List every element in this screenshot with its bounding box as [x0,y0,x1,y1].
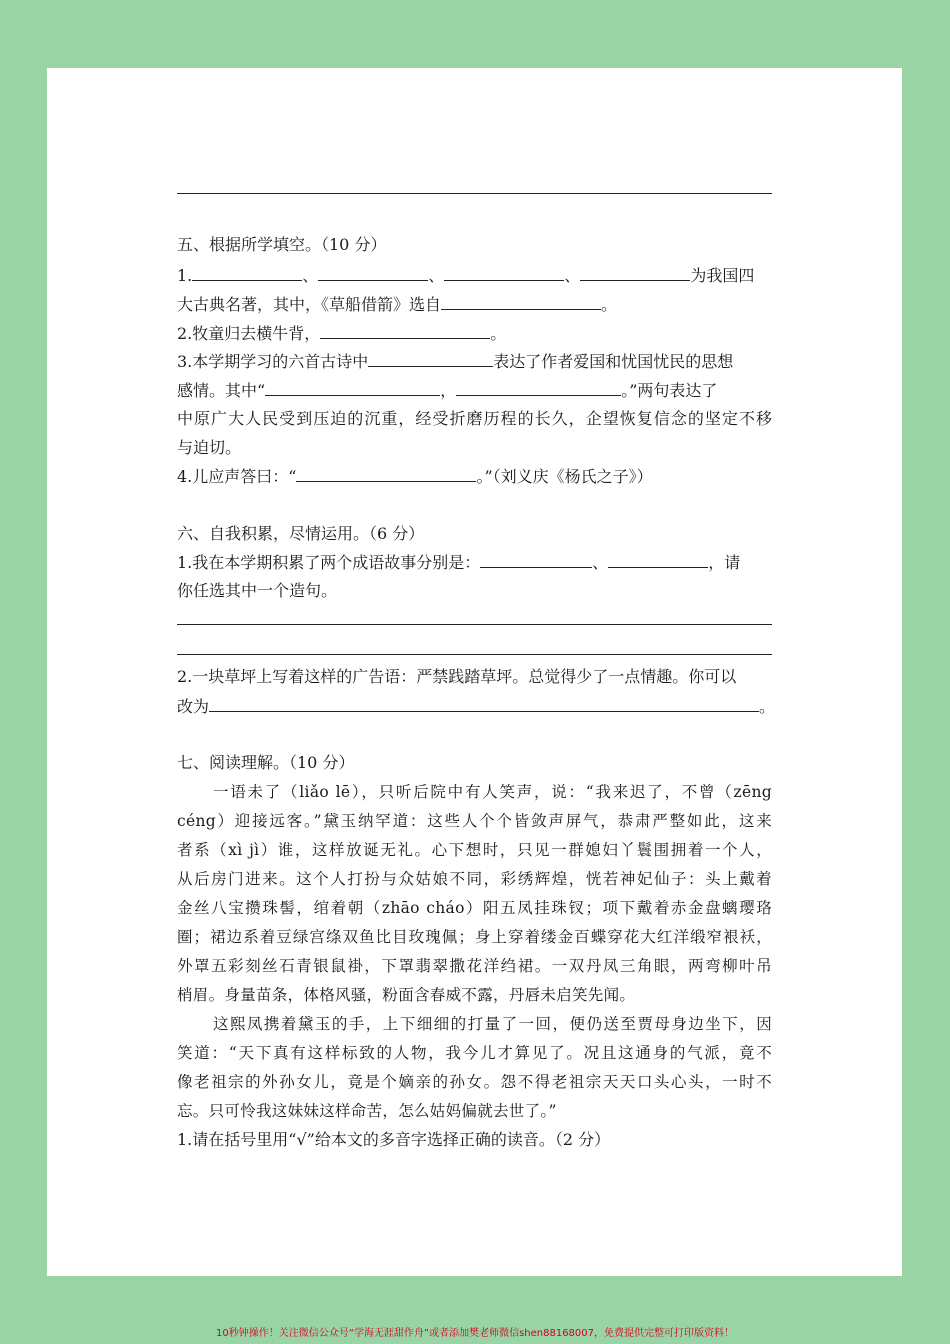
passage-line: 一语未了（liǎo lē），只听后院中有人笑声，说：“我来迟了，不曾（zēng [213,783,772,801]
sec7-q1: 1.请在括号里用“√”给本文的多音字选择正确的读音。（2 分） [177,1130,611,1149]
answer-line-sentence-2[interactable] [177,654,772,655]
passage-line: 圈；裙边系着豆绿宫绦双鱼比目玫瑰佩；身上穿着缕金百蝶穿花大红洋缎窄裉袄， [177,928,772,946]
promo-footer: 10秒钟操作！关注微信公众号“学海无涯甜作舟”或者添加樊老师微信shen88168007，免费提供完整可打印版资料！ [215,1328,735,1339]
blank-q3-3[interactable] [456,380,621,396]
blank-q4[interactable] [296,466,476,482]
passage-line: céng）迎接远客。”黛玉纳罕道：这些人个个皆敛声屏气，恭肃严整如此，这来 [177,812,772,830]
sec5-q1-line1: 1. 、 、 、 为我国四 [177,266,755,285]
blank-q3-1[interactable] [368,351,493,367]
blank-q1-3[interactable] [444,265,564,281]
passage-line: 外罩五彩刻丝石青银鼠褂，下罩翡翠撒花洋绉裙。一双丹凤三角眼，两弯柳叶吊 [177,957,772,975]
passage-line: 者系（xì jì）谁，这样放诞无礼。心下想时，只见一群媳妇丫鬟围拥着一个人， [177,841,772,859]
sec6-q2-line2: 改为 。 [177,697,776,716]
sec6-q2-line1: 2.一块草坪上写着这样的广告语：严禁践踏草坪。总觉得少了一点情趣。你可以 [177,667,737,686]
blank-q1-4[interactable] [580,265,690,281]
passage-line: 笑道：“天下真有这样标致的人物，我今儿才算见了。况且这通身的气派，竟不 [177,1044,772,1062]
sec5-q3-line4: 与迫切。 [177,438,242,457]
passage-line: 像老祖宗的外孙女儿，竟是个嫡亲的孙女。怨不得老祖宗天天口头心头，一时不 [177,1073,772,1091]
section-7-title: 七、阅读理解。（10 分） [177,753,355,772]
sec6-q1-line2: 你任选其中一个造句。 [177,581,338,600]
blank-q3-2[interactable] [265,380,440,396]
sec5-q2: 2.牧童归去横牛背， 。 [177,324,507,343]
passage-line: 这熙凤携着黛玉的手，上下细细的打量了一回，便仍送至贾母身边坐下，因 [213,1015,772,1033]
blank-idiom-1[interactable] [480,552,592,568]
blank-q1-1[interactable] [192,265,302,281]
sec5-q1-line2: 大古典名著，其中，《草船借箭》选自 。 [177,295,618,314]
section-6-title: 六、自我积累，尽情运用。（6 分） [177,524,425,543]
passage-line: 金丝八宝攒珠髻，绾着朝（zhāo cháo）阳五凤挂珠钗；项下戴着赤金盘螭璎珞 [177,899,772,917]
sec5-q3-line2: 感情。其中“ ， 。”两句表达了 [177,381,718,400]
answer-line-sentence-1[interactable] [177,624,772,625]
passage-line: 从后房门进来。这个人打扮与众姑娘不同，彩绣辉煌，恍若神妃仙子：头上戴着 [177,870,772,888]
sec5-q3-line1: 3.本学期学习的六首古诗中 表达了作者爱国和忧国忧民的思想 [177,352,734,371]
sec5-q3-line3: 中原广大人民受到压迫的沉重，经受折磨历程的长久，企望恢复信念的坚定不移 [177,409,772,428]
blank-q1-5[interactable] [441,294,601,310]
blank-idiom-2[interactable] [608,552,708,568]
passage-line: 忘。只可怜我这妹妹这样命苦，怎么姑妈偏就去世了。” [177,1102,557,1120]
answer-line-top [177,193,772,194]
sec6-q1-line1: 1.我在本学期积累了两个成语故事分别是： 、 ，请 [177,553,741,572]
blank-q1-2[interactable] [318,265,428,281]
blank-slogan[interactable] [209,696,759,712]
section-5-title: 五、根据所学填空。（10 分） [177,235,387,254]
blank-q2[interactable] [320,323,490,339]
passage-line: 梢眉。身量苗条，体格风骚，粉面含春威不露，丹唇未启笑先闻。 [177,986,636,1004]
sec5-q4: 4.儿应声答曰：“ 。”（刘义庆《杨氏之子》） [177,467,653,486]
